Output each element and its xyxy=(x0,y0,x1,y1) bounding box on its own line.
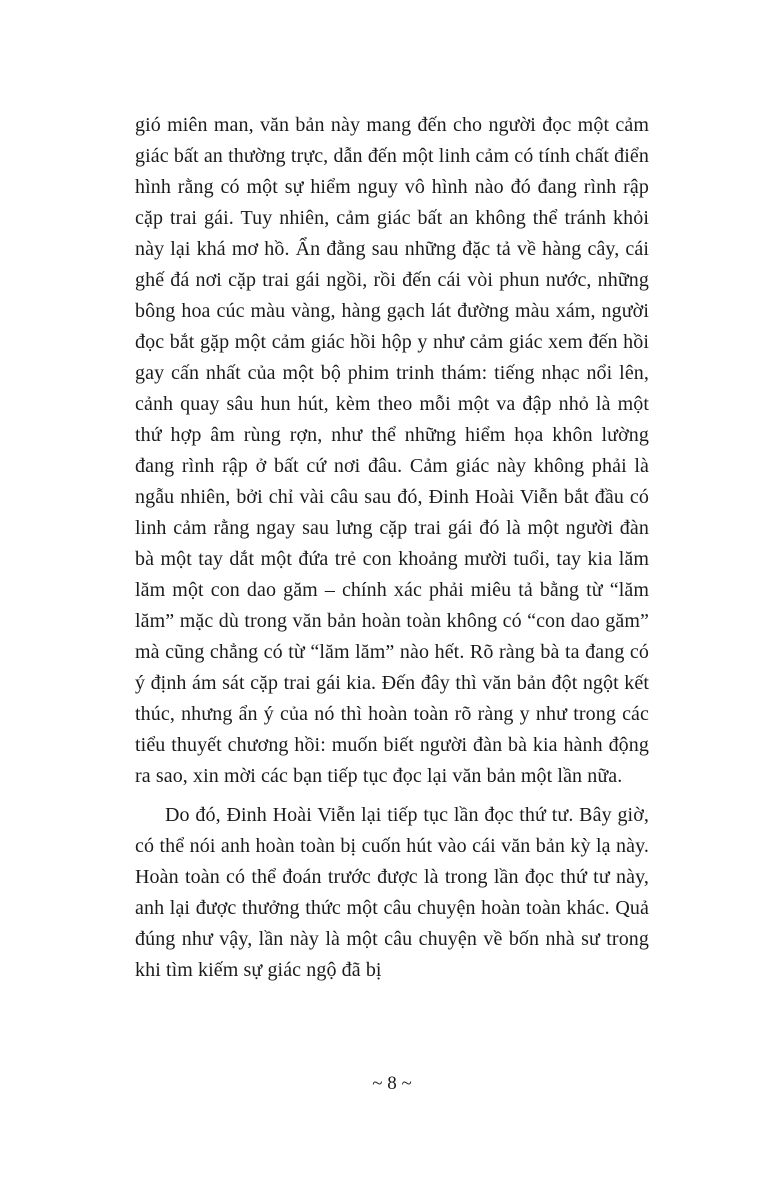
paragraph: Do đó, Đinh Hoài Viễn lại tiếp tục lần đọc thứ tư. Bây giờ, có thể nói anh hoàn toàn bị cuốn hút vào cái văn bản kỳ lạ này. Hoàn toàn có thể đoán trước được là trong lần đọc thứ tư này, anh lại được thưởng thức một câu chuyện hoàn toàn khác. Quả đúng như vậy, lần này là một câu chuyện về bốn nhà sư trong khi tìm kiếm sự giác ngộ đã bị xyxy=(135,804,649,981)
text-block xyxy=(135,110,649,986)
paragraph: gió miên man, văn bản này mang đến cho người đọc một cảm giác bất an thường trực, dẫn đến một linh cảm có tính chất điển hình rằng có một sự hiểm nguy vô hình nào đó đang rình rập cặp trai gái. Tuy nhiên, cảm giác bất an không thể tránh khỏi này lại khá mơ hồ. Ẩn đằng sau những đặc tả về hàng cây, cái ghế đá nơi cặp trai gái ngồi, rồi đến cái vòi phun nước, những bông hoa cúc màu vàng, hàng gạch lát đường màu xám, người đọc bắt gặp một cảm giác hồi hộp y như cảm giác xem đến hồi gay cấn nhất của một bộ phim trinh thám: tiếng nhạc nổi lên, cảnh quay sâu hun hút, kèm theo mỗi một va đập nhỏ là một thứ hợp âm rùng rợn, như thể những hiểm họa khôn lường đang rình rập ở bất cứ nơi đâu. Cảm giác này không phải là ngẫu nhiên, bởi chỉ vài câu sau đó, Đinh Hoài Viễn bắt đầu có linh cảm rằng ngay sau lưng cặp trai gái đó là một người đàn bà một tay dắt một đứa trẻ con khoảng mười tuổi, tay kia lăm lăm một con dao găm – chính xác phải miêu tả bằng từ “lăm lăm” mặc dù trong văn bản hoàn toàn không có “con dao găm” mà cũng chẳng có từ “lăm lăm” nào hết. Rõ ràng bà ta đang có ý định ám sát cặp trai gái kia. Đến đây thì văn bản đột ngột kết thúc, nhưng ẩn ý của nó thì hoàn toàn rõ ràng y như trong các tiểu thuyết chương hồi: muốn biết người đàn bà kia hành động ra sao, xin mời các bạn tiếp tục đọc lại văn bản một lần nữa. xyxy=(135,114,649,787)
page-number: ~ 8 ~ xyxy=(372,1073,412,1094)
